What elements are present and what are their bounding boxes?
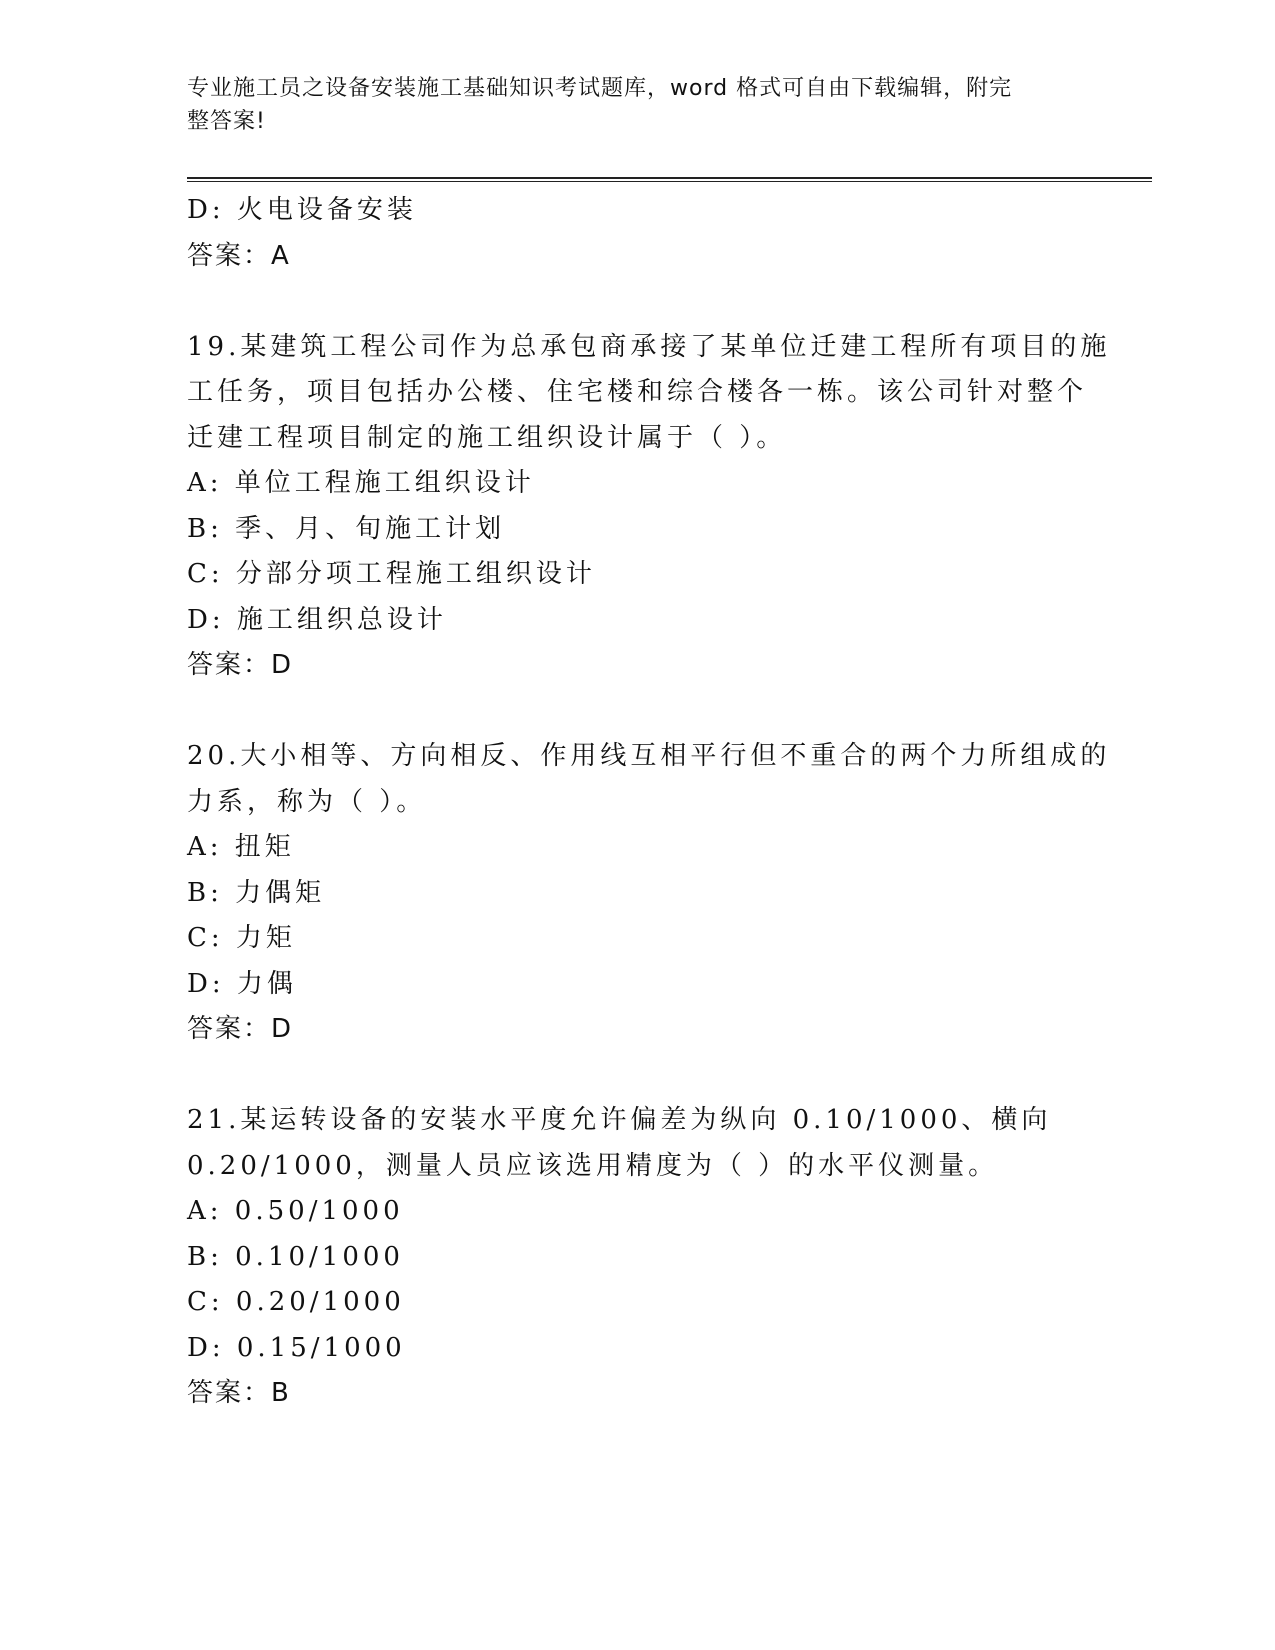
answer: 答案：A bbox=[187, 240, 291, 271]
option-b: B: 0.10/1000 bbox=[187, 1241, 404, 1272]
question-stem-line: 迁建工程项目制定的施工组织设计属于（ ）。 bbox=[187, 422, 787, 453]
header-divider bbox=[187, 177, 1152, 182]
answer: 答案：D bbox=[187, 650, 294, 680]
question-stem-line: 力系，称为（ ）。 bbox=[187, 786, 427, 817]
header-line-1: 专业施工员之设备安装施工基础知识考试题库，word 格式可自由下载编辑，附完 bbox=[187, 76, 1013, 101]
option-b: B: 力偶矩 bbox=[187, 877, 326, 908]
spacer bbox=[187, 1053, 1087, 1099]
answer: 答案：D bbox=[187, 1014, 294, 1044]
question-stem-line: 0.20/1000，测量人员应该选用精度为（ ）的水平仪测量。 bbox=[187, 1150, 999, 1181]
question-18-tail bbox=[187, 188, 1087, 279]
question-stem-line: 工任务，项目包括办公楼、住宅楼和综合楼各一栋。该公司针对整个 bbox=[187, 377, 1088, 407]
answer: 答案：B bbox=[187, 1378, 291, 1408]
option-a: A: 0.50/1000 bbox=[187, 1196, 404, 1226]
header-line-2: 整答案! bbox=[187, 109, 266, 134]
option-c: C: 分部分项工程施工组织设计 bbox=[187, 559, 596, 589]
question-21 bbox=[187, 1098, 1087, 1417]
question-20 bbox=[187, 734, 1111, 1053]
question-stem-line: 20.大小相等、方向相反、作用线互相平行但不重合的两个力所组成的 bbox=[187, 741, 1111, 771]
option-d: D: 火电设备安装 bbox=[187, 195, 417, 225]
option-d: D: 施工组织总设计 bbox=[187, 604, 447, 635]
spacer bbox=[187, 689, 1087, 735]
option-b: B: 季、月、旬施工计划 bbox=[187, 513, 506, 544]
option-d: D: 0.15/1000 bbox=[187, 1332, 406, 1363]
page-header bbox=[187, 72, 1087, 138]
question-stem-line: 19.某建筑工程公司作为总承包商承接了某单位迁建工程所有项目的施 bbox=[187, 331, 1111, 362]
option-c: C: 0.20/1000 bbox=[187, 1287, 405, 1317]
question-19 bbox=[187, 325, 1111, 689]
option-a: A: 扭矩 bbox=[187, 832, 295, 862]
option-c: C: 力矩 bbox=[187, 923, 296, 953]
question-content bbox=[187, 188, 1111, 1417]
option-d: D: 力偶 bbox=[187, 968, 297, 999]
option-a: A: 单位工程施工组织设计 bbox=[187, 468, 535, 498]
spacer bbox=[187, 279, 1087, 325]
question-stem-line: 21.某运转设备的安装水平度允许偏差为纵向 0.10/1000、横向 bbox=[187, 1105, 1052, 1135]
